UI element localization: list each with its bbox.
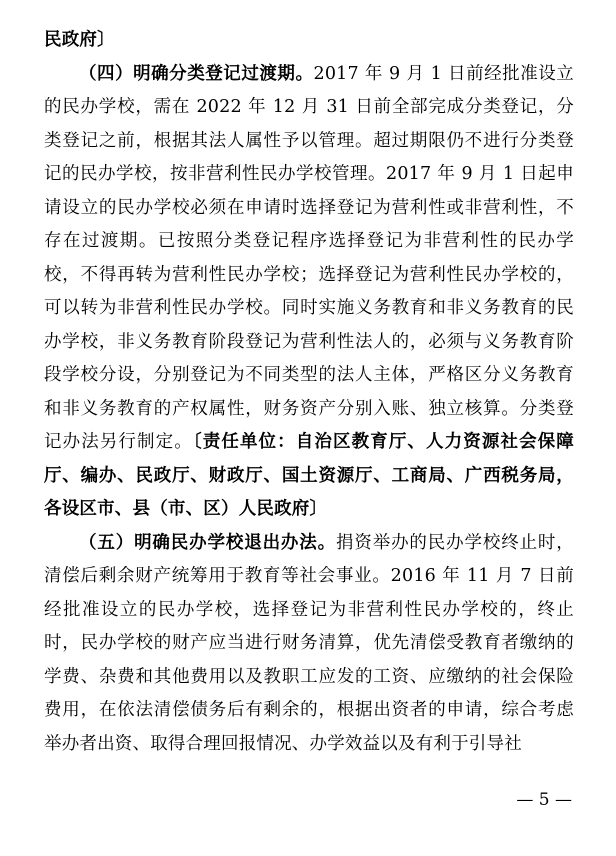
paragraph-body: 捐资举办的民办学校终止时，清偿后剩余财产统筹用于教育等社会事业。2016 年 11 月 7 日前经批准设立的民办学校，选择登记为非营利性民办学校的，终止时，民办学校的财产应当进行财务清算，优先清偿受教育者缴纳的学费、杂费和其他费用以及教职工应发的工资、应缴纳的社会保险费用，在依法清偿债务后有剩余的，根据出资者的申请，综合考虑举办者出资、取得合理回报情况、办学效益以及有利于引导社	[44, 532, 574, 754]
document-page	[44, 24, 574, 761]
continuation-text: 民政府〕	[44, 30, 115, 50]
section-heading-four: （四）明确分类登记过渡期。	[79, 63, 314, 84]
section-heading-five: （五）明确民办学校退出办法。	[79, 532, 336, 553]
continuation-line	[44, 24, 574, 58]
paragraph-body: 2017 年 9 月 1 日前经批准设立的民办学校，需在 2022 年 12 月 31 日前全部完成分类登记，分类登记之前，根据其法人属性予以管理。超过期限仍不进行分类登记的民办学校，按非营利性民办学校管理。2017 年 9 月 1 日起申请设立的民办学校必须在申请时选择登记为营利性或非营利性，不存在过渡期。已按照分类登记程序选择登记为非营利性的民办学校，不得再转为营利性民办学校；选择登记为营利性民办学校的，可以转为非营利性民办学校。同时实施义务教育和非义务教育的民办学校，非义务教育阶段登记为营利性法人的，必须与义务教育阶段学校分设，分别登记为不同类型的法人主体，严格区分义务教育和非义务教育的产权属性，财务资产分别入账、独立核算。分类登记办法另行制定。	[44, 63, 574, 452]
page-number: — 5 —	[516, 790, 572, 810]
paragraph-exit-measures	[44, 527, 574, 762]
responsible-units: 〔责任单位：自治区教育厅、人力资源社会保障厅、编办、民政厅、财政厅、国土资源厅、工商局、广西税务局，各设区市、县（市、区）人民政府〕	[44, 432, 574, 519]
paragraph-transition-period	[44, 58, 574, 527]
